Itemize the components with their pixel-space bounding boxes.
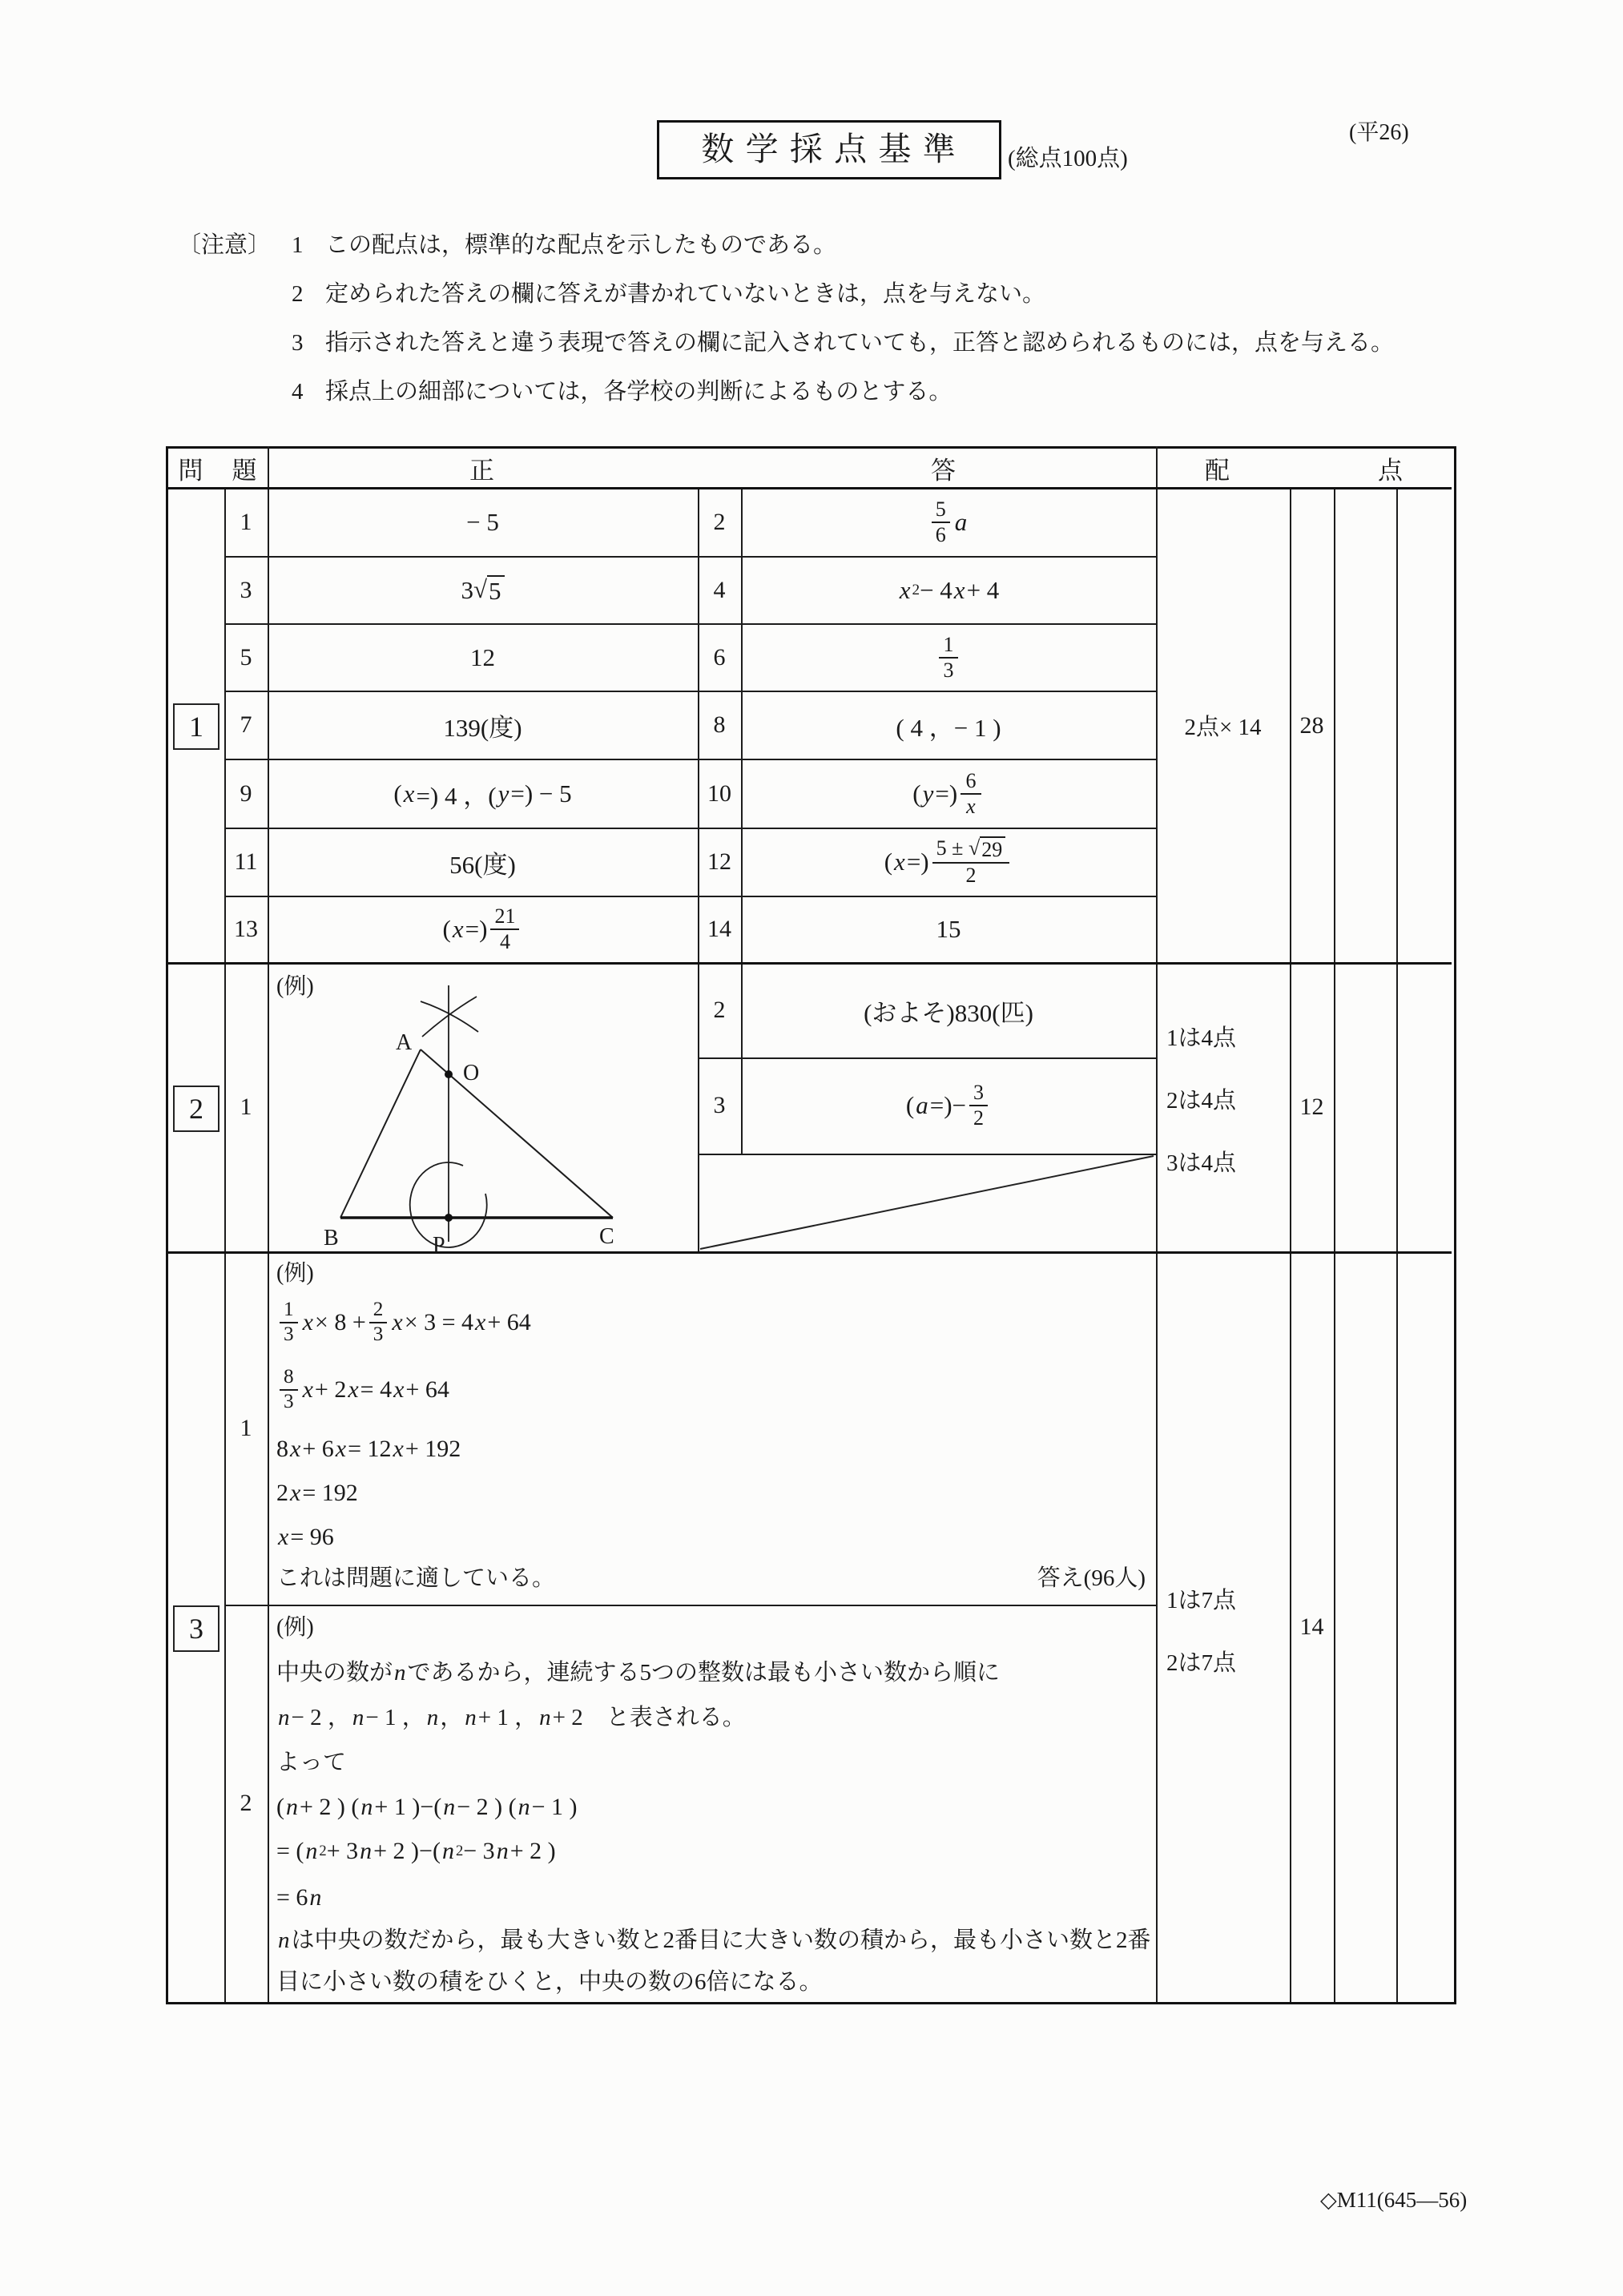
empty-cell-diagonal	[698, 1154, 1156, 1251]
sub-number: 3	[713, 1092, 726, 1118]
sub-number: 13	[234, 916, 258, 942]
points-note-line: 1は7点	[1166, 1588, 1237, 1613]
sub-number: 11	[234, 848, 258, 875]
example-label: (例)	[276, 1261, 314, 1286]
worked-solution-line: これは問題に適している。	[276, 1565, 556, 1591]
note-text: 指示された答えと違う表現で答えの欄に記入されていても，正答と認められるものには，点を与える。	[325, 330, 1395, 356]
header-text: 配	[1205, 456, 1230, 485]
answer-cell: $\frac{5}{6}$ a	[741, 489, 1156, 556]
worked-solution-line: n − 2 ， n − 1 ， n ， n + 1 ， n + 2 と表される。	[278, 1705, 746, 1730]
final-answer-note: 答え(96人)	[1037, 1565, 1146, 1591]
worked-solution-line: 目に小さい数の積をひくと，中央の数の6倍になる。	[276, 1969, 823, 1995]
worked-solution-line: $\frac{1}{3}$ x × 8 + $\frac{2}{3}$ x × 3 = 4 x + 64	[276, 1296, 531, 1349]
worked-solution-line: よって	[276, 1750, 347, 1775]
points-value-cell: 28	[1299, 711, 1324, 739]
sub-number: 7	[240, 711, 252, 738]
sub-number: 3	[240, 576, 252, 603]
worked-solution-line: x = 96	[278, 1524, 334, 1550]
note-num: 3	[292, 330, 304, 356]
worked-solution-line: n は中央の数だから，最も大きい数と2番目に大きい数の積から，最も小さい数と2番	[278, 1927, 1151, 1953]
header-text: 正	[469, 456, 494, 485]
sub-number: 10	[707, 779, 731, 807]
answer-cell: x 2 − 4 x + 4	[899, 575, 1000, 604]
points-note-line: 2は4点	[1166, 1088, 1237, 1114]
sub-number: 4	[713, 576, 726, 603]
sub-number: 9	[240, 779, 252, 807]
grid-line	[224, 1605, 1156, 1606]
column-header-problem	[167, 448, 268, 488]
points-note-line: 3は4点	[1166, 1150, 1237, 1176]
sub-number: 12	[707, 848, 731, 875]
worked-solution-line: 2 x = 192	[276, 1480, 358, 1506]
answer-cell: 3 √ 5	[268, 557, 698, 623]
column-header-points	[1158, 448, 1450, 488]
grid-line	[1396, 488, 1398, 2002]
sub-number: 1	[240, 1094, 252, 1120]
answer-cell: 56(度)	[449, 850, 516, 879]
problem-number-label: 2	[189, 1093, 203, 1125]
example-label: (例)	[276, 1615, 314, 1640]
problem-number-2	[173, 1086, 219, 1132]
answer-cell: 12	[470, 642, 495, 671]
answer-cell: ( y =) $\frac{6}{x}$	[741, 759, 1156, 828]
note-text: この配点は，標準的な配点を示したものである。	[325, 232, 837, 258]
header-text: 問	[178, 456, 203, 485]
sub-number: 5	[240, 643, 252, 671]
notes-label: 〔注意〕	[178, 232, 272, 258]
sub-number: 1	[240, 1415, 252, 1441]
answer-cell: (およそ)830(匹)	[864, 998, 1033, 1027]
header-text: 題	[232, 456, 257, 485]
note-num: 4	[292, 379, 304, 405]
problem-number-3	[173, 1605, 219, 1652]
answer-cell: $\frac{1}{3}$	[741, 624, 1156, 691]
sub-number: 14	[707, 916, 731, 942]
sub-number: 8	[713, 711, 726, 738]
sub-number: 2	[713, 997, 726, 1023]
points-note-cell: 2点× 14	[1184, 715, 1262, 740]
worked-solution-line: $\frac{8}{3}$ x + 2 x = 4 x + 64	[276, 1364, 449, 1416]
sub-number: 2	[713, 509, 726, 535]
answer-cell: ( x =) 4 ，( y =) − 5	[393, 779, 572, 810]
header-text: 答	[931, 456, 956, 485]
diagram-label-b: B	[324, 1226, 339, 1251]
era-label: (平26)	[1349, 120, 1409, 145]
column-header-answer	[269, 448, 1156, 488]
points-value-cell: 14	[1299, 1613, 1324, 1640]
note-num: 2	[292, 281, 304, 307]
print-code: ◇M11(645—56)	[1320, 2188, 1468, 2212]
worked-solution-line: 中央の数が n であるから，連続する5つの整数は最も小さい数から順に	[276, 1660, 1001, 1686]
diagram-label-c: C	[599, 1224, 614, 1249]
problem-number-label: 1	[189, 711, 203, 743]
worked-solution-line: 8 x + 6 x = 12 x + 192	[276, 1436, 461, 1462]
answer-cell: 15	[936, 915, 961, 943]
answer-cell: ( x =) 5 ± √ 29 2	[741, 828, 1156, 896]
title-box	[657, 120, 1001, 179]
example-label: (例)	[276, 974, 314, 999]
grid-line	[1334, 488, 1335, 2002]
worked-solution-line: ( n + 2 ) ( n + 1 )−( n − 2 ) ( n − 1 )	[276, 1794, 578, 1820]
worked-solution-line: = ( n 2 + 3 n + 2 )−( n 2 − 3 n + 2 )	[276, 1838, 556, 1864]
note-num: 1	[292, 232, 304, 258]
diagram-label-p: P	[433, 1233, 445, 1258]
points-note-line: 2は7点	[1166, 1650, 1237, 1676]
problem-number-1	[173, 703, 219, 750]
answer-cell: ( a =)− $\frac{3}{2}$	[741, 1057, 1156, 1154]
answer-cell: ( x =) $\frac{21}{4}$	[268, 896, 698, 962]
sub-number: 1	[240, 509, 252, 535]
diagram-label-a: A	[396, 1030, 413, 1055]
note-text: 定められた答えの欄に答えが書かれていないときは，点を与えない。	[325, 281, 1046, 307]
sub-number: 2	[240, 1790, 252, 1816]
worked-solution-line: = 6 n	[276, 1884, 322, 1911]
page-title: 数 学 採 点 基 準	[701, 131, 957, 168]
sub-number: 6	[713, 643, 726, 671]
answer-cell: − 5	[466, 508, 499, 536]
total-points-label: (総点100点)	[1008, 146, 1128, 171]
diagram-label-o: O	[463, 1061, 480, 1086]
header-text: 点	[1378, 456, 1403, 485]
note-text: 採点上の細部については，各学校の判断によるものとする。	[325, 379, 952, 405]
answer-cell: ( 4 ，− 1 )	[896, 713, 1001, 742]
points-value-cell: 12	[1299, 1094, 1324, 1120]
answer-cell: 139(度)	[443, 713, 522, 742]
points-note-line: 1は4点	[1166, 1025, 1237, 1051]
problem-number-label: 3	[189, 1613, 203, 1645]
grid-line	[166, 1251, 1452, 1254]
construction-diagram	[268, 963, 698, 1251]
